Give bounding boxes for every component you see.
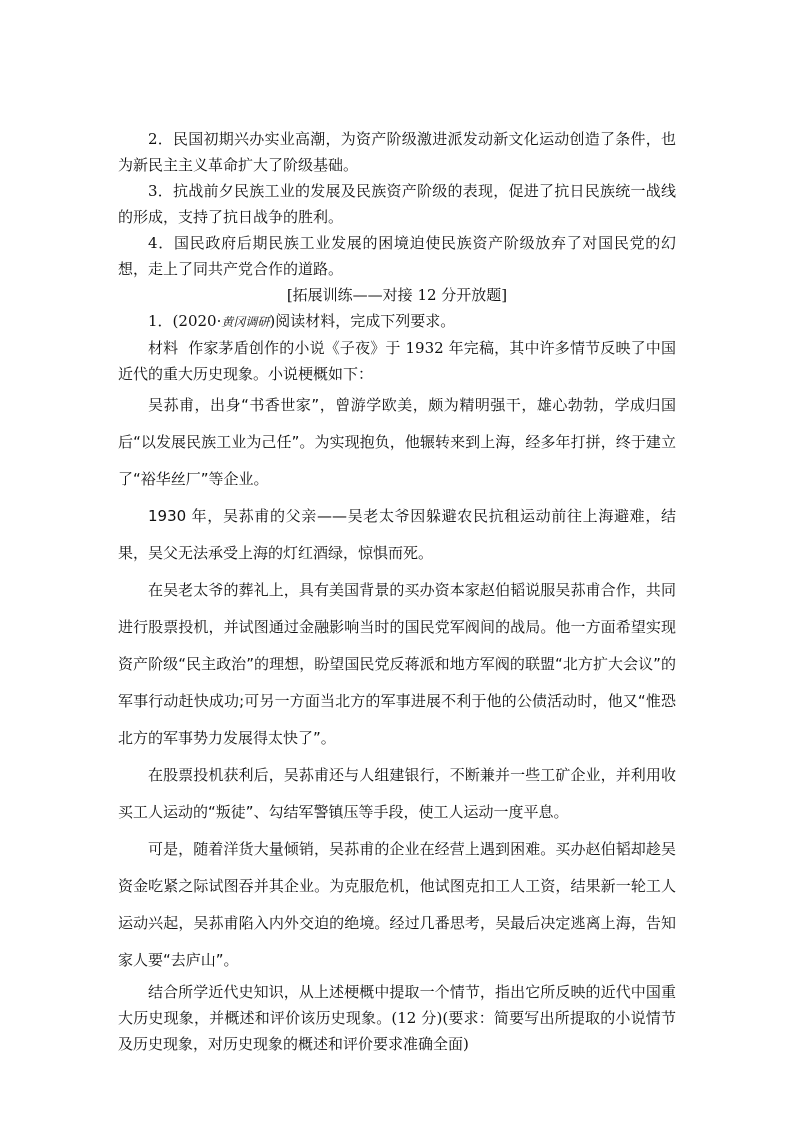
document-page	[118, 126, 676, 1057]
paragraph-point-4: 4．国民政府后期民族工业发展的困境迫使民族资产阶级放弃了对国民党的幻想，走上了同共产党合作的道路。	[118, 234, 676, 278]
question-source: 黄冈调研	[221, 315, 270, 329]
story-paragraph-2: 1930 年，吴荪甫的父亲——吴老太爷因躲避农民抗租运动前往上海避难，结果，吴父无法承受上海的灯红酒绿，惊惧而死。	[118, 507, 676, 562]
question-line	[118, 308, 676, 335]
material-label: 材料	[148, 339, 179, 357]
material-intro-text: 作家茅盾创作的小说《子夜》于 1932 年完稿，其中许多情节反映了中国近代的重大历史现象。小说梗概如下：	[118, 339, 676, 383]
story-paragraph-3: 在吴老太爷的葬礼上，具有美国背景的买办资本家赵伯韬说服吴荪甫合作，共同进行股票投机，并试图通过金融影响当时的国民党军阀间的战局。他一方面希望实现资产阶级“民主政治”的理想，盼望国民党反蒋派和地方军阀的联盟“北方扩大会议”的军事行动赶快成功;可另一方面当北方的军事进展不利于他的公债活动时，他又“惟恐北方的军事势力发展得太快了”。	[118, 581, 676, 747]
paragraph-point-2: 2．民国初期兴办实业高潮，为资产阶级激进派发动新文化运动创造了条件，也为新民主主义革命扩大了阶级基础。	[118, 130, 676, 174]
section-heading: [拓展训练——对接 12 分开放题]	[286, 286, 508, 304]
story-paragraph-4: 在股票投机获利后，吴荪甫还与人组建银行，不断兼并一些工矿企业，并利用收买工人运动的“叛徒”、勾结军警镇压等手段，使工人运动一度平息。	[118, 766, 676, 821]
question-prefix: 1．(2020·	[148, 312, 222, 330]
material-intro	[118, 335, 676, 387]
story-paragraph-5: 可是，随着洋货大量倾销，吴荪甫的企业在经营上遇到困难。买办赵伯韬却趁吴资金吃紧之际试图吞并其企业。为克服危机，他试图克扣工人工资，结果新一轮工人运动兴起，吴荪甫陷入内外交迫的绝境。经过几番思考，吴最后决定逃离上海，告知家人要“去庐山”。	[118, 840, 676, 969]
paragraph-point-3: 3．抗战前夕民族工业的发展及民族资产阶级的表现，促进了抗日民族统一战线的形成，支持了抗日战争的胜利。	[118, 182, 676, 226]
question-suffix: )阅读材料，完成下列要求。	[269, 312, 456, 330]
story-paragraph-1: 吴荪甫，出身“书香世家”，曾游学欧美，颇为精明强干，雄心勃勃，学成归国后“以发展民族工业为己任”。为实现抱负，他辗转来到上海，经多年打拼，终于建立了“裕华丝厂”等企业。	[118, 396, 676, 488]
task-paragraph: 结合所学近代史知识，从上述梗概中提取一个情节，指出它所反映的近代中国重大历史现象，并概述和评价该历史现象。(12 分)(要求：简要写出所提取的小说情节及历史现象，对历史现象的概述和评价要求准确全面)	[118, 983, 676, 1053]
